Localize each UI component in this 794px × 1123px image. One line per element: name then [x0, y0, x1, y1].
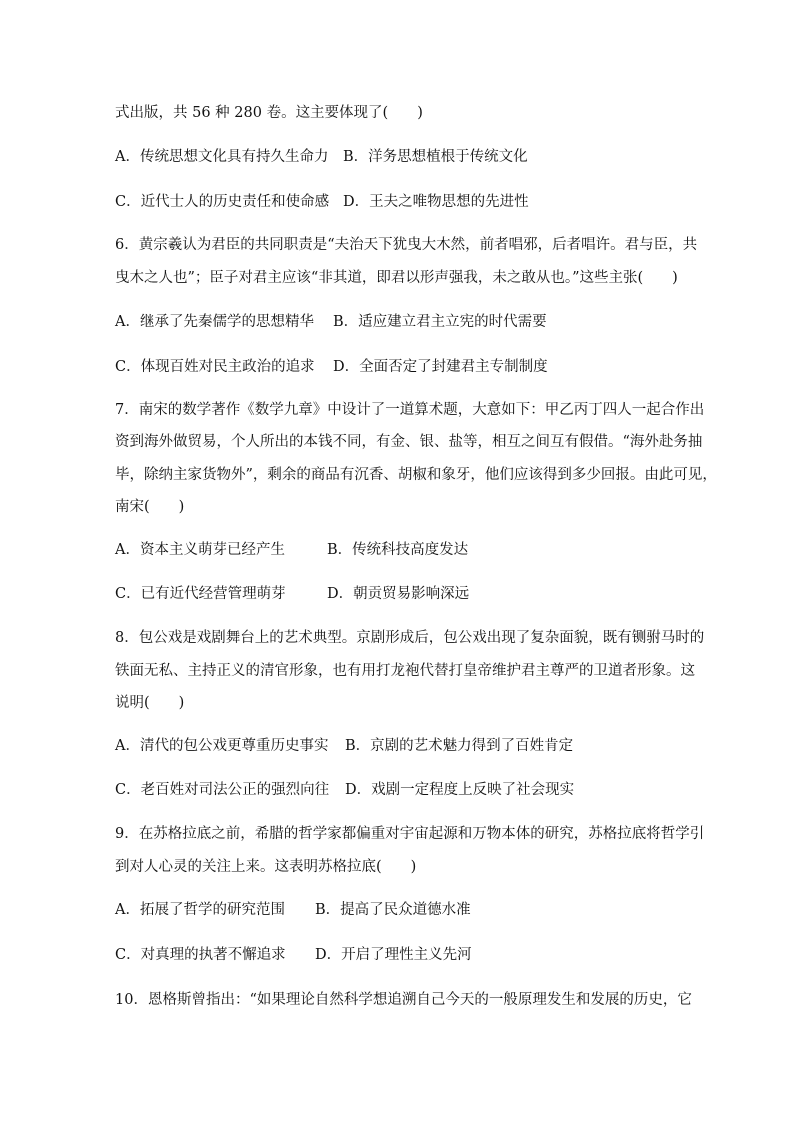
q9-option-b: B．提高了民众道德水准 [315, 902, 471, 918]
q5-option-d: D．王夫之唯物思想的先进性 [343, 194, 529, 210]
q5-option-c: C．近代士人的历史责任和使命感 [115, 194, 330, 210]
q7-option-d: D．朝贡贸易影响深远 [327, 586, 470, 602]
q7-option-b: B．传统科技高度发达 [327, 542, 469, 558]
q9-option-c: C．对真理的执著不懈追求 [115, 947, 286, 963]
q8-option-a: A．清代的包公戏更尊重历史事实 [115, 738, 329, 754]
q8-stem-line-1: 8．包公戏是戏剧舞台上的艺术典型。京剧形成后，包公戏出现了复杂面貌，既有铡驸马时的 [115, 630, 705, 646]
q6-option-a: A．继承了先秦儒学的思想精华 [115, 314, 314, 330]
q6-stem-line-2: 曳木之人也”；臣子对君主应该“非其道，即君以形声强我，未之敢从也。”这些主张( ) [115, 270, 678, 286]
q8-option-b: B．京剧的艺术魅力得到了百姓肯定 [345, 738, 574, 754]
q8-stem-line-2: 铁面无私、主持正义的清官形象，也有用打龙袍代替打皇帝维护君主尊严的卫道者形象。这 [115, 663, 695, 679]
q6-stem-line-1: 6．黄宗羲认为君臣的共同职责是“夫治天下犹曳大木然，前者唱邪，后者唱许。君与臣，共 [115, 237, 698, 253]
q5-option-a: A．传统思想文化具有持久生命力 [115, 149, 329, 165]
q7-stem-line-2: 资到海外做贸易，个人所出的本钱不同，有金、银、盐等，相互之间互有假借。“海外赴务抽 [115, 434, 703, 450]
q7-stem-line-1: 7．南宋的数学著作《数学九章》中设计了一道算术题，大意如下：甲乙丙丁四人一起合作出 [115, 402, 705, 418]
q9-option-a: A．拓展了哲学的研究范围 [115, 902, 285, 918]
q5-option-b: B．洋务思想植根于传统文化 [343, 149, 528, 165]
q7-option-c: C．已有近代经营管理萌芽 [115, 586, 286, 602]
q9-stem-line-1: 9．在苏格拉底之前，希腊的哲学家都偏重对宇宙起源和万物本体的研究，苏格拉底将哲学引 [115, 826, 705, 842]
question-5-stem-end: 式出版，共 56 种 280 卷。这主要体现了( ) [115, 105, 423, 121]
q7-stem-line-3: 毕，除纳主家货物外”，剩余的商品有沉香、胡椒和象牙，他们应该得到多少回报。由此可见， [115, 467, 717, 483]
q8-stem-line-3: 说明( ) [115, 695, 185, 711]
q10-stem-line-1: 10．恩格斯曾指出：“如果理论自然科学想追溯自己今天的一般原理发生和发展的历史，它 [115, 992, 692, 1008]
q7-stem-line-4: 南宋( ) [115, 499, 185, 515]
q6-option-b: B．适应建立君主立宪的时代需要 [333, 314, 547, 330]
q7-option-a: A．资本主义萌芽已经产生 [115, 542, 285, 558]
q6-option-c: C．体现百姓对民主政治的追求 [115, 359, 315, 375]
q8-option-d: D．戏剧一定程度上反映了社会现实 [345, 782, 575, 798]
q9-option-d: D．开启了理性主义先河 [315, 947, 472, 963]
q6-option-d: D．全面否定了封建君主专制制度 [333, 359, 548, 375]
q9-stem-line-2: 到对人心灵的关注上来。这表明苏格拉底( ) [115, 859, 417, 875]
q8-option-c: C．老百姓对司法公正的强烈向往 [115, 782, 330, 798]
